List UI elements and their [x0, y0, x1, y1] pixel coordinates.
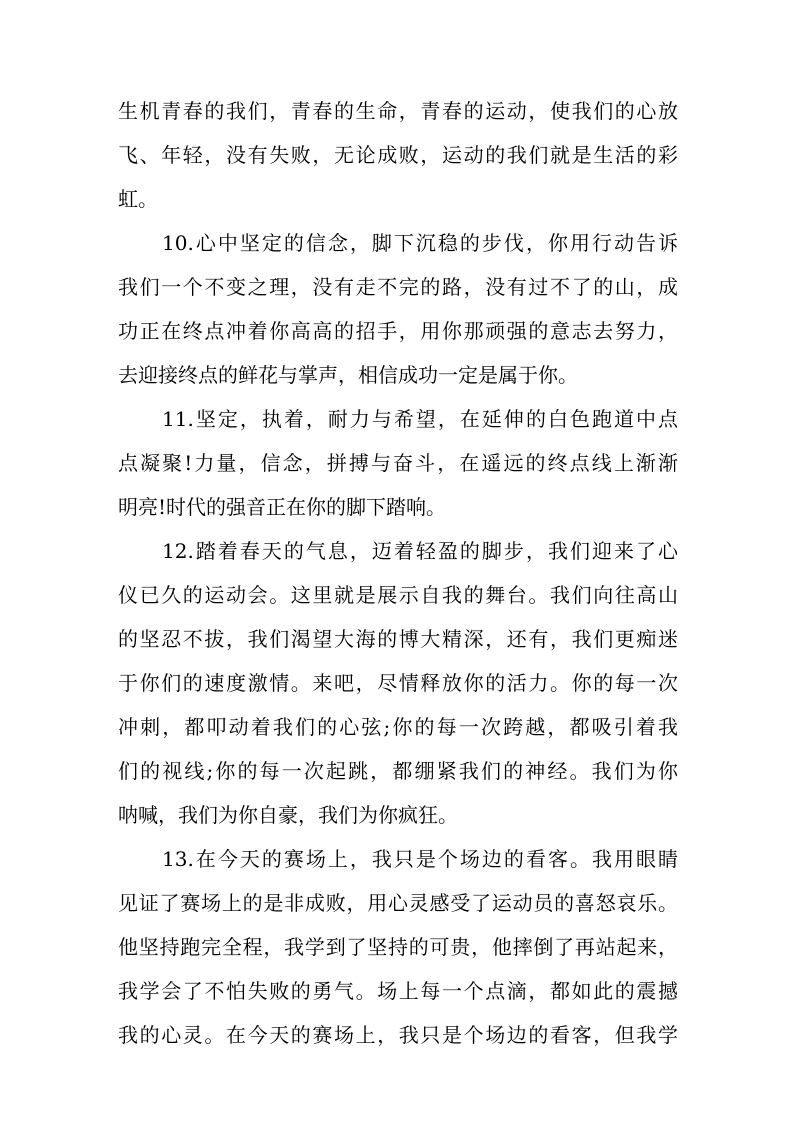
text-line: 他坚持跑完全程，我学到了坚持的可贵，他摔倒了再站起来，	[118, 935, 678, 959]
text-line: 冲刺，都叩动着我们的心弦;你的每一次跨越，都吸引着我	[118, 715, 678, 739]
text-line: 虹。	[118, 187, 158, 211]
text-line: 点凝聚!力量，信念，拼搏与奋斗，在遥远的终点线上渐渐	[118, 451, 678, 475]
text-line: 飞、年轻，没有失败，无论成败，运动的我们就是生活的彩	[118, 143, 678, 167]
paragraph-first-line: 10.心中坚定的信念，脚下沉稳的步伐，你用行动告诉	[162, 231, 678, 255]
text-line: 们的视线;你的每一次起跳，都绷紧我们的神经。我们为你	[118, 759, 678, 783]
text-line: 生机青春的我们，青春的生命，青春的运动，使我们的心放	[118, 99, 678, 123]
text-line: 见证了赛场上的是非成败，用心灵感受了运动员的喜怒哀乐。	[118, 891, 678, 915]
paragraph-first-line: 11.坚定，执着，耐力与希望，在延伸的白色跑道中点	[162, 407, 678, 431]
text-line: 去迎接终点的鲜花与掌声，相信成功一定是属于你。	[118, 363, 578, 387]
text-line: 于你们的速度激情。来吧，尽情释放你的活力。你的每一次	[118, 671, 678, 695]
text-line: 仪已久的运动会。这里就是展示自我的舞台。我们向往高山	[118, 583, 678, 607]
text-line: 呐喊，我们为你自豪，我们为你疯狂。	[118, 803, 458, 827]
paragraph-first-line: 13.在今天的赛场上，我只是个场边的看客。我用眼睛	[162, 847, 678, 871]
text-line: 我的心灵。在今天的赛场上，我只是个场边的看客，但我学	[118, 1023, 678, 1047]
text-line: 功正在终点冲着你高高的招手，用你那顽强的意志去努力，	[118, 319, 678, 343]
text-line: 明亮!时代的强音正在你的脚下踏响。	[118, 495, 447, 519]
text-line: 的坚忍不拔，我们渴望大海的博大精深，还有，我们更痴迷	[118, 627, 678, 651]
text-line: 我学会了不怕失败的勇气。场上每一个点滴，都如此的震撼	[118, 979, 678, 1003]
text-line: 我们一个不变之理，没有走不完的路，没有过不了的山，成	[118, 275, 678, 299]
paragraph-first-line: 12.踏着春天的气息，迈着轻盈的脚步，我们迎来了心	[162, 539, 678, 563]
